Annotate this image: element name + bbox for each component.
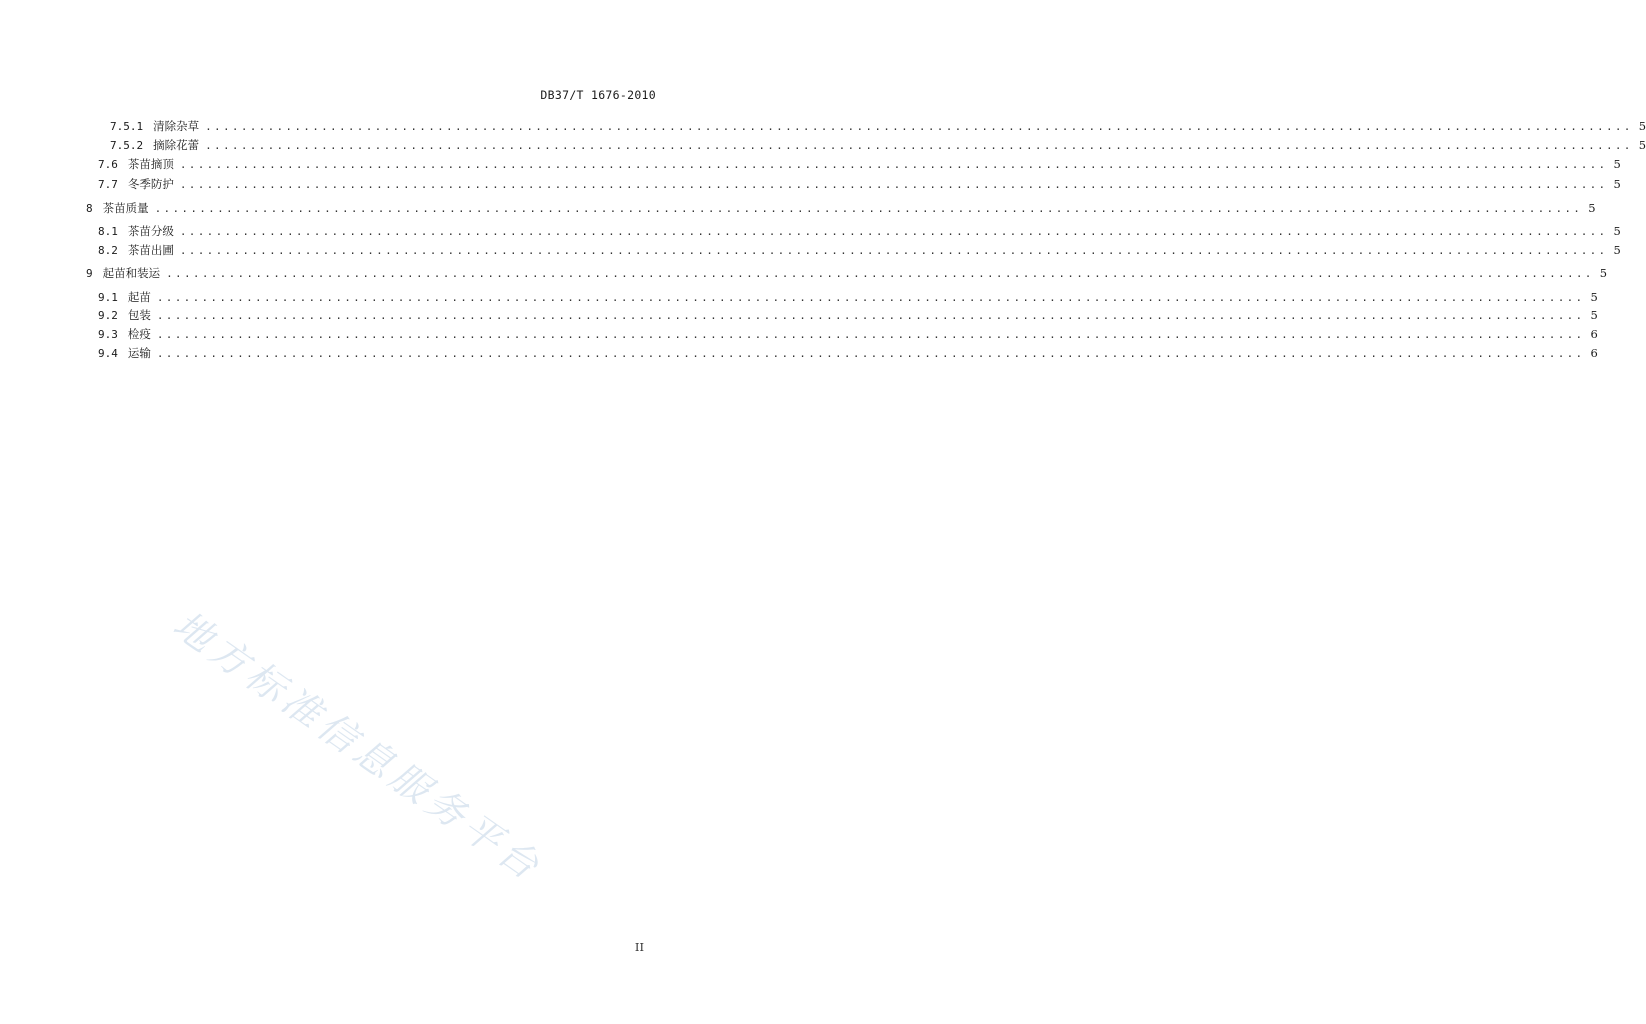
toc-page-number: 5 <box>1613 243 1621 257</box>
toc-title: 茶苗出圃 <box>127 243 174 257</box>
toc-entry[interactable] <box>98 157 1621 172</box>
toc-title: 起苗和装运 <box>102 266 161 280</box>
toc-leader: ................................................................................................................................................................ <box>156 347 1585 360</box>
toc-entry[interactable] <box>110 138 1646 153</box>
toc-entry[interactable] <box>86 266 1608 281</box>
document-code: DB37/T 1676-2010 <box>540 88 656 102</box>
toc-leader: ................................................................................................................................................................ <box>179 158 1608 171</box>
toc-entry[interactable] <box>86 201 1596 216</box>
toc-page-number: 5 <box>1588 201 1596 215</box>
toc-title: 检疫 <box>127 327 151 341</box>
toc-number: 9.4 <box>98 347 118 360</box>
toc-title: 摘除花蕾 <box>153 138 200 152</box>
toc-leader: ................................................................................................................................................................ <box>156 328 1585 341</box>
toc-leader: ................................................................................................................................................................ <box>205 120 1633 133</box>
toc-entry[interactable] <box>98 346 1598 361</box>
toc-title: 茶苗质量 <box>102 201 149 215</box>
toc-title: 茶苗分级 <box>127 224 174 238</box>
toc-number: 9 <box>86 267 93 280</box>
toc-page-number: 6 <box>1590 327 1598 341</box>
toc-leader: ................................................................................................................................................................ <box>179 225 1608 238</box>
toc-number: 7.7 <box>98 178 118 191</box>
toc-leader: ................................................................................................................................................................ <box>179 244 1608 257</box>
toc-page-number: 5 <box>1590 308 1598 322</box>
toc-title: 冬季防护 <box>127 177 174 191</box>
toc-leader: ................................................................................................................................................................ <box>156 309 1585 322</box>
toc-entry[interactable] <box>98 308 1598 323</box>
toc-page-number: 5 <box>1613 224 1621 238</box>
toc-page-number: 5 <box>1599 266 1608 280</box>
toc-number: 8 <box>86 202 93 215</box>
toc-page-number: 6 <box>1590 346 1598 360</box>
toc-entry[interactable] <box>98 327 1598 342</box>
toc-page-number: 5 <box>1638 119 1646 133</box>
toc-title: 包装 <box>127 308 151 322</box>
toc-entry[interactable] <box>98 177 1621 192</box>
watermark: 地方标准信息服务平台 <box>165 602 552 891</box>
toc-entry[interactable] <box>98 290 1598 305</box>
toc-leader: ................................................................................................................................................................ <box>154 202 1583 215</box>
toc-title: 清除杂草 <box>153 119 200 133</box>
toc-entry[interactable] <box>98 224 1621 239</box>
toc-number: 7.5.2 <box>110 139 144 152</box>
toc-page-number: 5 <box>1638 138 1646 152</box>
toc-entry[interactable] <box>98 243 1621 258</box>
toc-number: 9.2 <box>98 309 118 322</box>
toc-number: 9.3 <box>98 328 118 341</box>
toc-title: 运输 <box>127 346 151 360</box>
toc-leader: ................................................................................................................................................................ <box>166 267 1594 280</box>
toc-page-number: 5 <box>1613 177 1621 191</box>
toc-number: 8.2 <box>98 244 118 257</box>
page-number: II <box>634 940 644 954</box>
toc-leader: ................................................................................................................................................................ <box>179 178 1608 191</box>
toc-page-number: 5 <box>1613 157 1621 171</box>
toc-number: 7.5.1 <box>110 120 144 133</box>
toc-title: 茶苗摘顶 <box>127 157 174 171</box>
toc-leader: ................................................................................................................................................................ <box>205 139 1633 152</box>
toc-number: 8.1 <box>98 225 118 238</box>
toc-title: 起苗 <box>127 290 151 304</box>
toc-entry[interactable] <box>110 119 1646 134</box>
toc-leader: ................................................................................................................................................................ <box>156 291 1585 304</box>
toc-page-number: 5 <box>1590 290 1598 304</box>
toc-number: 9.1 <box>98 291 118 304</box>
toc-number: 7.6 <box>98 158 118 171</box>
